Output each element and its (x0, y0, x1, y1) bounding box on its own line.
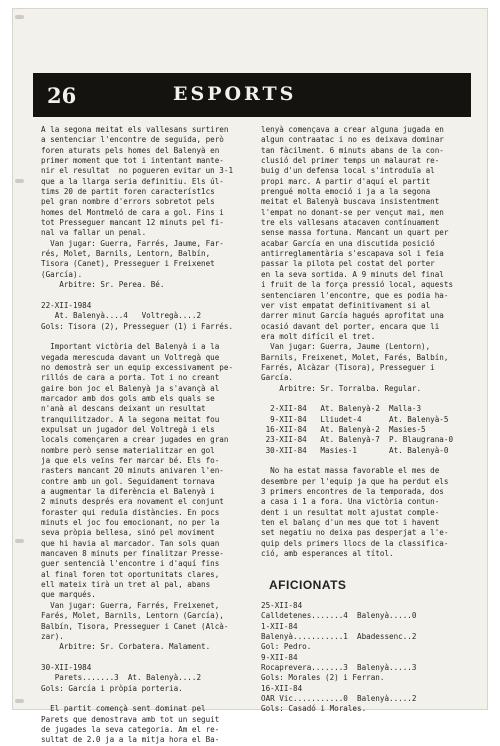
text-line: meitat el Balenyà buscava insistentment (261, 197, 440, 207)
text-line: tre els vallesans atacaven contínuament (261, 218, 440, 228)
text-line: ja que els veïns fer marcar bé. Els fo- (41, 456, 220, 465)
text-line: locals començaren a crear jugades en gran (41, 435, 229, 445)
text-line: Arbitre: Sr. Torralba. Regular. (261, 383, 422, 393)
page-number: 26 (47, 83, 77, 108)
text-line: Barnils, Freixenet, Molet, Farés, Balbín, (261, 352, 449, 362)
text-line: nal va fallar un penal. (41, 228, 147, 238)
text-line: Farrés, Alcàzar (Tisora), Presseguer i (261, 362, 435, 372)
text-line: buig d'un defensa local s'introduïa al (261, 166, 435, 176)
aficionats-heading: AFICIONATS (269, 578, 347, 593)
text-line: 1-XII-84 (261, 621, 298, 631)
text-line: quip dels primers llocs de la classifica- (261, 538, 449, 548)
text-line: García. (261, 373, 294, 383)
text-line: rés, Molet, Barnils, Lentorn, Balbín, (41, 249, 211, 259)
text-line: n'anà al descans deixant un resultat (41, 404, 206, 414)
text-line: prengué molta emoció i ja a la segona (261, 187, 431, 197)
text-line: minuts el joc fou emocionant, no per la (41, 518, 220, 528)
text-line: Gol: Pedro. (261, 642, 312, 652)
text-line: de jugades la seva categoria. Am el re- (41, 724, 220, 734)
text-line: nombre però sense materialitzar en gol (41, 445, 215, 455)
magazine-page (12, 8, 488, 745)
text-line: que marqués. (41, 590, 96, 600)
text-line (41, 291, 251, 301)
text-line: l'empat no donant-se per vençut mai, men (261, 207, 444, 217)
text-line: Parets.......3 At. Balenyà....2 (41, 673, 202, 683)
text-line: sense massa fortuna. Mancant un quart per (261, 228, 449, 238)
text-line: desembre per l'equip ja que ha perdut els (261, 476, 449, 486)
text-line: foraster qui reduïa distàncies. En pocs (41, 507, 220, 517)
text-line: No ha estat massa favorable el mes de (261, 466, 440, 476)
text-line: sultat de 2.0 ja a la mitja hora el Ba- (41, 735, 220, 745)
text-line: dent i un resultat molt ajustat comple- (261, 507, 440, 517)
text-line: 3 primers encontres de la temporada, dos (261, 487, 444, 497)
text-line: 30-XII-1984 (41, 662, 92, 672)
text-line: Gols: Morales (2) i Ferran. (261, 673, 385, 683)
text-line: clusió del primer temps un malaurat re- (261, 156, 440, 166)
text-line: homes del Montmeló de cara a gol. Fins i (41, 207, 224, 217)
text-line: 16-XII-84 (261, 683, 303, 693)
text-line: Balenyà...........1 Abadessenc..2 (261, 631, 417, 641)
text-line: que hi havia al marcador. Tan sols quan (41, 538, 220, 548)
text-line: Arbitre: Sr. Perea. Bé. (41, 280, 165, 290)
text-line: 9-XII-84 Lliudet-4 At. Balenyà-5 (261, 414, 449, 424)
text-line: nir el resultat no pogueren evitar un 3-1 (41, 166, 234, 176)
text-line: tot Presseguer mancant 12 minuts pel fi- (41, 218, 224, 228)
binding-ring (15, 699, 24, 703)
text-line: Van jugar: Guerra, Farrés, Jaume, Far- (41, 238, 224, 248)
binding-ring (15, 179, 24, 183)
text-line: Van jugar: Guerra, Farrés, Freixenet, (41, 600, 220, 610)
text-line: mancaven 8 minuts per finalitzar Presse- (41, 549, 224, 559)
text-line: Rocaprevera.......3 Balenyà.....3 (261, 662, 417, 672)
text-line: algun contraatac i no es deixava dominar (261, 135, 444, 145)
text-line: foren aturats pels homes del Balenyà en (41, 145, 220, 155)
text-line: Gols: Tisora (2), Presseguer (1) i Farrés. (41, 321, 234, 331)
text-line (41, 694, 251, 704)
text-line: tranquilitzador. A la segona meitat fou (41, 414, 220, 424)
text-line: en la seva sortida. A 9 minuts del final (261, 269, 444, 279)
text-line: pel gran nombre d'errors sobretot pels (41, 197, 215, 207)
text-line (261, 394, 473, 404)
text-line: ocasió davant del porter, encara que li (261, 321, 440, 331)
binding-ring (15, 15, 24, 19)
text-line: que a la llarga seria definitiu. Els úl- (41, 176, 224, 186)
section-title: ESPORTS (173, 83, 297, 105)
text-line: 22-XII-1984 (41, 300, 92, 310)
text-line: lenyà començava a crear alguna jugada en (261, 125, 444, 134)
text-line (261, 590, 473, 600)
text-line: a augmentar la diferència el Balenyà i (41, 487, 215, 497)
text-line: ció, amb esperances al títol. (261, 549, 394, 559)
text-line: 16-XII-84 At. Balenyà-2 Masies-5 (261, 424, 426, 434)
text-line: Calldetenes.......4 Balenyà.....0 (261, 611, 417, 621)
text-line: expulsat un jugador del Voltregà i els (41, 424, 215, 434)
text-line: OAR Vic...........0 Balenyà.....2 (261, 693, 417, 703)
text-line: set negatiu no deixa pas desperjat a l'e- (261, 528, 449, 538)
text-line (261, 456, 473, 466)
text-line: ver vist empatat definitivament si al (261, 300, 431, 310)
text-line: Balbín, Tisora, Presseguer i Canet (Alcà- (41, 621, 229, 631)
text-line: guer sentencià l'encontre i d'aquí fins (41, 559, 220, 569)
text-line: (García). (41, 269, 83, 279)
text-line: Tisora (Canet), Presseguer i Freixenet (41, 259, 215, 269)
text-line: acabar García en una discutida posició (261, 238, 435, 248)
text-line: 25-XII-84 (261, 600, 303, 610)
text-line: no demostrà ser un equip excessivament pe- (41, 362, 234, 372)
text-line: contre amb un gol. Seguidament tornava (41, 476, 215, 486)
text-line: rillós de cara a porta. Tot i no creant (41, 373, 220, 383)
text-line: 23-XII-84 At. Balenyà-7 P. Blaugrana-0 (261, 435, 454, 445)
text-line: tims 20 de partit foren característ1cs (41, 187, 215, 197)
text-line: Farés, Molet, Barnils, Lentorn (García), (41, 611, 224, 621)
text-line: A la segona meitat els vallesans surtiren (41, 125, 229, 134)
text-line: vegada merescuda davant un Voltregà que (41, 352, 220, 362)
text-line: al final foren tot oportunitats clares, (41, 569, 220, 579)
text-line: primer moment que tot i intentant mante- (41, 156, 224, 166)
text-line: tan fàcilment. 6 minuts abans de la con- (261, 145, 444, 155)
right-column (261, 125, 473, 715)
text-line: Parets que demostrava amb tot un seguit (41, 714, 220, 724)
text-line: 9-XII-84 (261, 652, 298, 662)
text-line: ell mateix tirà un tret al pal, abans (41, 580, 211, 590)
text-line: i fruit de la força pressió local, aquests (261, 280, 454, 290)
text-line (41, 332, 251, 342)
text-line: 2 minuts després era novament el conjunt (41, 497, 224, 507)
text-line: Gols: Casadó i Morales. (261, 704, 367, 714)
binding-ring (15, 539, 24, 543)
text-line: propi marc. A partir d'aquí el partit (261, 176, 431, 186)
text-line: ten el balanç d'un mes que tot i havent (261, 518, 440, 528)
text-line: At. Balenyà....4 Voltregà....2 (41, 311, 202, 321)
text-line (261, 559, 473, 569)
text-line: Gols: García i pròpia porteria. (41, 683, 183, 693)
text-line: zar). (41, 631, 64, 641)
text-line: Important victòria del Balenyà i a la (41, 342, 220, 352)
text-line: marcador amb dos gols amb els quals se (41, 393, 215, 403)
left-column (41, 125, 251, 746)
text-line: Van jugar: Guerra, Jaume (Lentorn), (261, 342, 431, 352)
text-line: 30-XII-84 Masies-1 At. Balenyà-0 (261, 445, 449, 455)
text-line: gaire bon joc el Balenyà ja s'avançà al (41, 383, 220, 393)
text-line: passar la pilota pel costat del porter (261, 259, 435, 269)
text-line: rasters mancant 20 minuts anivaren l'en- (41, 466, 224, 476)
text-line: seva pròpia bellesa, sinó pel moviment (41, 528, 215, 538)
text-line: sentenciaren l'encontre, que es podia ha- (261, 290, 449, 300)
text-line: a casa i 1 a fora. Una victòria contun- (261, 497, 440, 507)
text-line: a sentenciar l'encontre de seguida, però (41, 135, 224, 145)
text-line: era molt difícil el tret. (261, 331, 376, 341)
text-line: El partit començà sent dominat pel (41, 704, 206, 714)
text-line: darrer minut García hagués aprofitat una (261, 311, 444, 321)
section-header (33, 73, 471, 117)
text-line: 2-XII-84 At. Balenyà-2 Malla-3 (261, 404, 422, 414)
text-line: Arbitre: Sr. Corbatera. Malament. (41, 642, 211, 652)
text-line: antirreglamentària s'escapava sol i feia (261, 249, 444, 259)
text-line (41, 653, 251, 663)
